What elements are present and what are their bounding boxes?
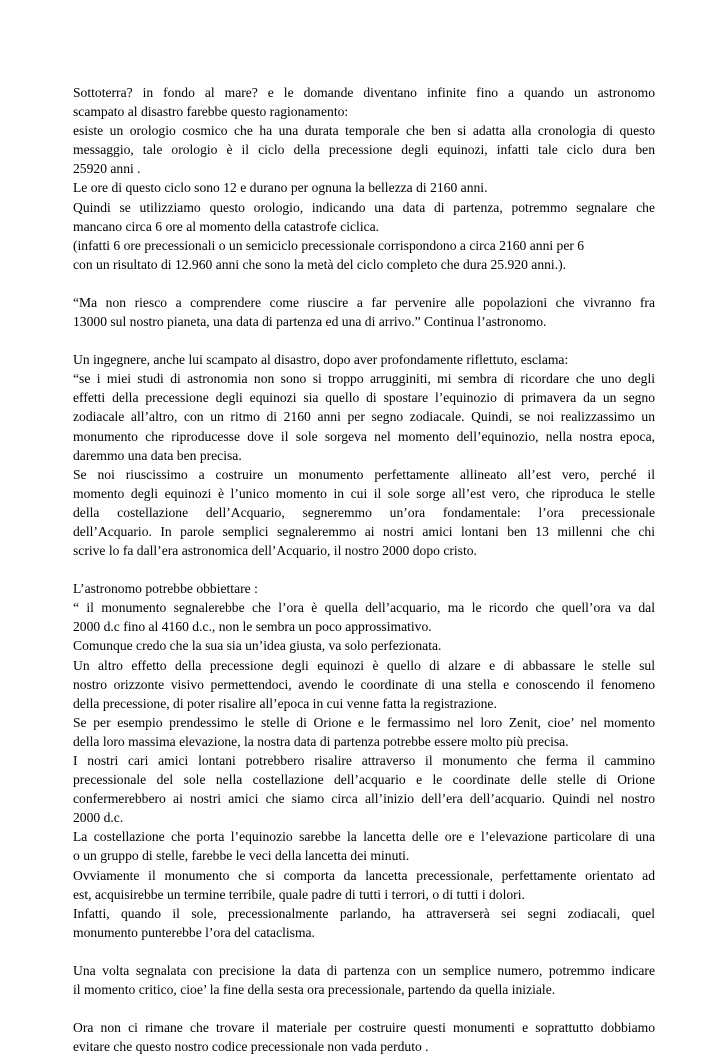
text-line: momento degli equinozi è l’unico momento in cui il sole sorge all’est vero, che riproduca le stelle [73, 485, 655, 501]
text-line: monumento punterebbe l’ora del cataclisma. [73, 924, 315, 940]
text-line: “se i miei studi di astronomia non sono si troppo arrugginiti, mi sembra di ricordare che uno degli [73, 371, 655, 387]
text-line: confermerebbero ai nostri amici che siamo circa all’inizio dell’era dell’acquario. Quindi nel nostro [73, 791, 655, 807]
text-line: Un altro effetto della precessione degli equinozi è quello di alzare e di abbassare le stelle sul [73, 657, 655, 673]
text-line: effetti della precessione degli equinozi sia quello di spostare l’equinozio di primavera da un segno [73, 390, 655, 406]
text-line: Quindi se utilizziamo questo orologio, indicando una data di partenza, potremmo segnalare che [73, 199, 655, 215]
text-line: est, acquisirebbe un termine terribile, quale padre di tutti i terrori, o di tutti i dolori. [73, 886, 525, 902]
text-line: della precessione, di poter risalire all’epoca in cui venne fatta la registrazione. [73, 695, 497, 711]
text-line: precessionale del sole nella costellazione dell’acquario e le coordinate delle stelle di Orione [73, 772, 655, 788]
text-line: 13000 sul nostro pianeta, una data di partenza ed una di arrivo.” Continua l’astronomo. [73, 314, 547, 330]
text-line: evitare che questo nostro codice precessionale non vada perduto . [73, 1039, 429, 1055]
text-line: Un ingegnere, anche lui scampato al disastro, dopo aver profondamente riflettuto, esclama: [73, 352, 569, 368]
text-line: I nostri cari amici lontani potrebbero risalire attraverso il monumento che ferma il cammino [73, 753, 655, 768]
text-line: messaggio, tale orologio è il ciclo della precessione degli equinozi, infatti tale ciclo dura ben [73, 142, 655, 158]
text-line: Sottoterra? in fondo al mare? e le domande diventano infinite fino a quando un astronomo [73, 85, 655, 100]
text-line: dell’Acquario. In parole semplici segnaleremmo ai nostri amici lontani ben 13 millenni che chi [73, 523, 655, 539]
body-paragraph [73, 579, 655, 942]
text-line: Le ore di questo ciclo sono 12 e durano per ognuna la bellezza di 2160 anni. [73, 180, 488, 196]
text-line: “Ma non riesco a comprendere come riuscire a far pervenire alle popolazioni che vivranno fra [73, 294, 655, 310]
text-line: L’astronomo potrebbe obbiettare : [73, 581, 258, 597]
text-line: Una volta segnalata con precisione la data di partenza con un semplice numero, potremmo indicare [73, 962, 655, 978]
text-line: 2000 d.c fino al 4160 d.c., non le sembra un poco approssimativo. [73, 619, 432, 635]
text-line: zodiacale all’altro, con un ritmo di 2160 anni per segno zodiacale. Quindi, se noi realizzassimo un [73, 409, 655, 425]
text-line: con un risultato di 12.960 anni che sono la metà del ciclo completo che dura 25.920 anni.). [73, 256, 567, 272]
text-line: Infatti, quando il sole, precessionalmente parlando, ha attraverserà sei segni zodiacali, quel [73, 905, 655, 921]
text-line: Ovviamente il monumento che si comporta da lancetta precessionale, perfettamente orientato ad [73, 867, 655, 883]
text-line: il momento critico, cioe’ la fine della sesta ora precessionale, partendo da quella iniziale. [73, 982, 556, 998]
text-line: “ il monumento segnalerebbe che l’ora è quella dell’acquario, ma le ricordo che quell’ora va dal [73, 600, 655, 616]
text-line: scrive lo fa dall’era astronomica dell’Acquario, il nostro 2000 dopo cristo. [73, 543, 477, 559]
text-line: Comunque credo che la sua sia un’idea giusta, va solo perfezionata. [73, 638, 442, 654]
text-line: monumento che riproducesse dove il sole sorgeva nel momento dell’equinozio, nella nostra epoca, [73, 428, 655, 444]
text-line: 2000 d.c. [73, 810, 124, 826]
text-line: (infatti 6 ore precessionali o un semiciclo precessionale corrispondono a circa 2160 anni per 6 [73, 237, 585, 253]
text-line: o un gruppo di stelle, farebbe le veci della lancetta dei minuti. [73, 848, 410, 864]
document-page [73, 83, 655, 1055]
body-paragraph [73, 350, 655, 560]
text-line: esiste un orologio cosmico che ha una durata temporale che ben si adatta alla cronologia di questo [73, 123, 655, 139]
text-line: Se noi riuscissimo a costruire un monumento perfettamente allineato all’est vero, perché il [73, 466, 655, 482]
text-line: Se per esempio prendessimo le stelle di Orione e le fermassimo nel loro Zenit, cioe’ nel momento [73, 714, 655, 730]
text-line: 25920 anni . [73, 161, 141, 177]
text-line: La costellazione che porta l’equinozio sarebbe la lancetta delle ore e l’elevazione particolare di una [73, 829, 655, 845]
body-paragraph [73, 293, 655, 331]
text-line: mancano circa 6 ore al momento della catastrofe ciclica. [73, 218, 380, 234]
text-line: nostro orizzonte visivo permettendoci, avendo le coordinate di una stella e conoscendo il fenomeno [73, 676, 655, 692]
body-paragraph [73, 961, 655, 999]
text-line: scampato al disastro farebbe questo ragionamento: [73, 104, 349, 120]
text-line: daremmo una data ben precisa. [73, 447, 242, 463]
body-paragraph [73, 83, 655, 274]
text-line: della costellazione dell’Acquario, segneremmo un’ora fondamentale: l’ora precessionale [73, 504, 655, 520]
text-line: Ora non ci rimane che trovare il materiale per costruire questi monumenti e soprattutto dobbiamo [73, 1020, 655, 1036]
text-line: della loro massima elevazione, la nostra data di partenza potrebbe essere molto più precisa. [73, 733, 569, 749]
